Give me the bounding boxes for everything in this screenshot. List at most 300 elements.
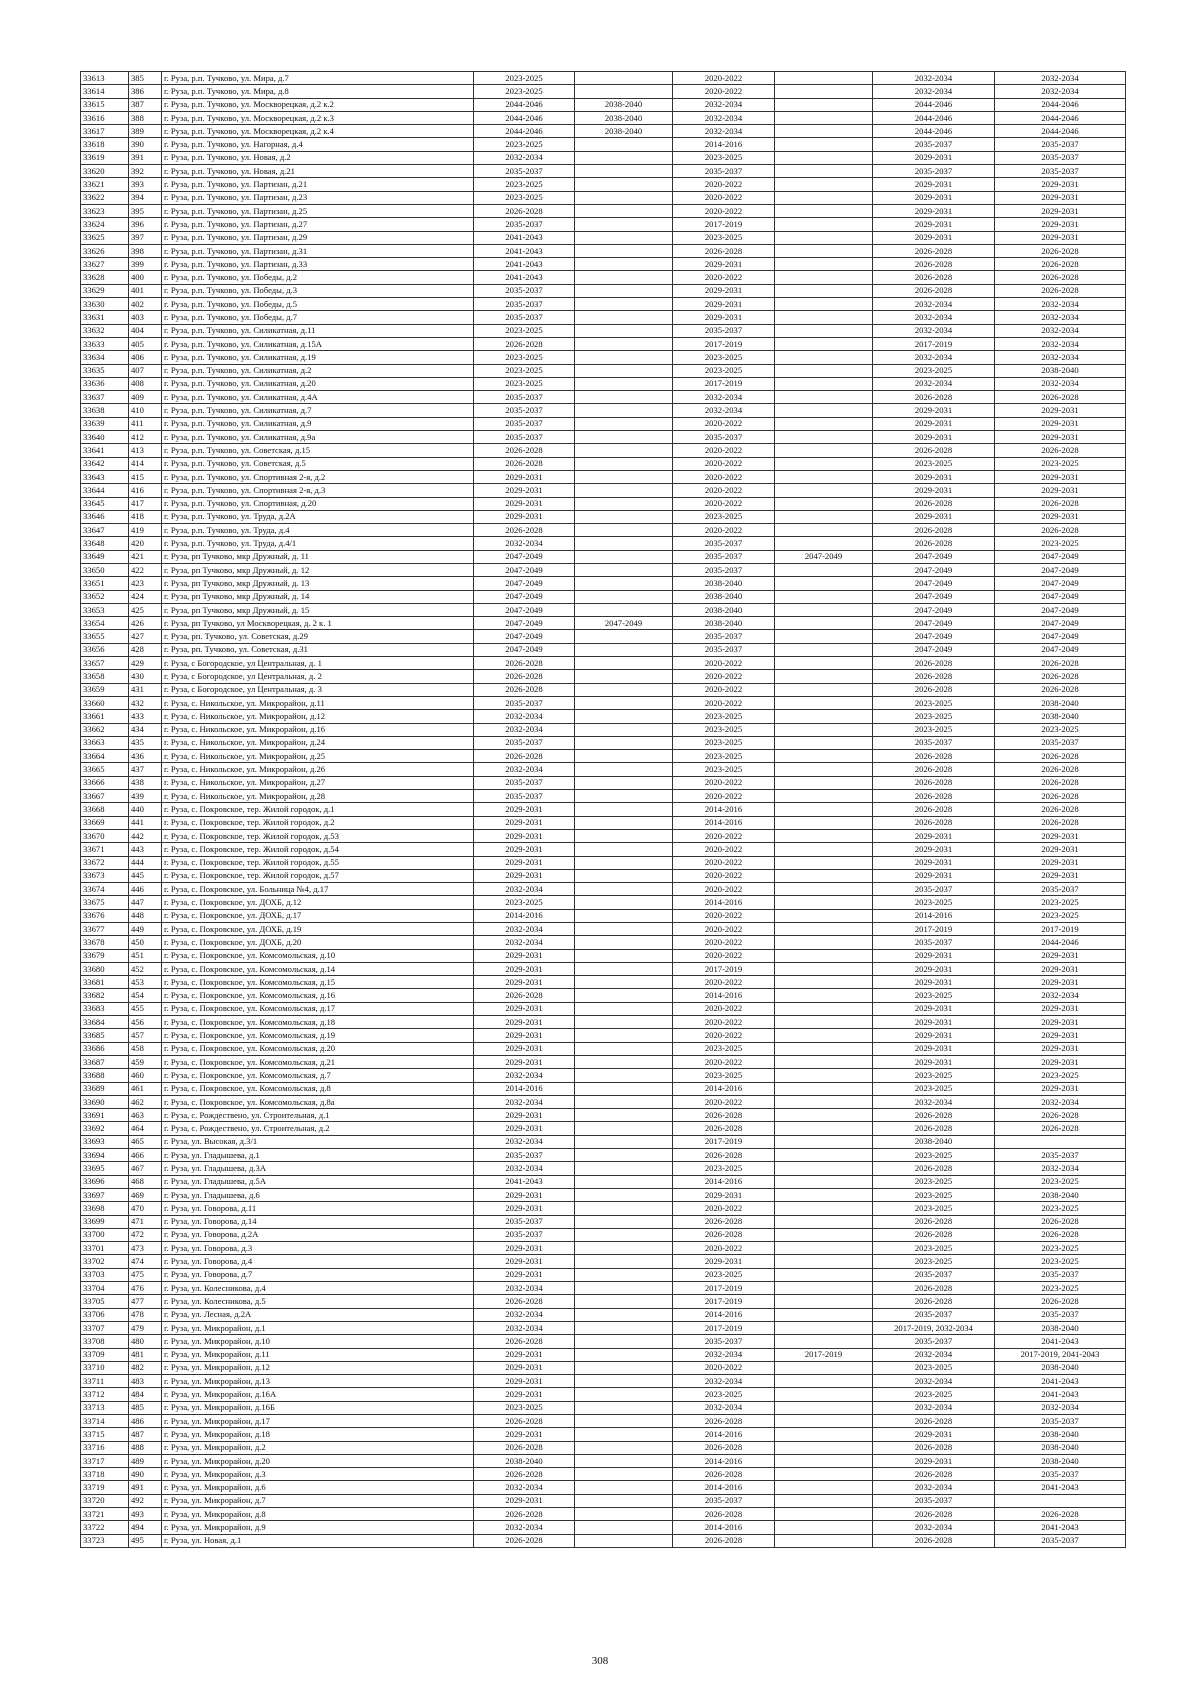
period-cell-3: 2023-2025 [673,351,775,364]
period-cell-6: 2026-2028 [995,391,1126,404]
table-row [81,776,1126,789]
period-cell-2 [575,776,673,789]
period-cell-6: 2035-2037 [995,1268,1126,1281]
table-row [81,1149,1126,1162]
row-number-cell: 409 [129,391,162,404]
period-cell-2 [575,258,673,271]
table-row [81,923,1126,936]
row-id-cell: 33658 [81,670,129,683]
period-cell-2 [575,497,673,510]
row-id-cell: 33642 [81,457,129,470]
period-cell-2: 2038-2040 [575,111,673,124]
row-id-cell: 33670 [81,829,129,842]
period-cell-5: 2029-2031 [873,404,995,417]
address-cell: г. Руза, рп Тучково, мкр Дружный, д. 15 [162,603,474,616]
table-row [81,763,1126,776]
period-cell-3: 2035-2037 [673,324,775,337]
period-cell-6: 2026-2028 [995,657,1126,670]
period-cell-1: 2047-2049 [474,563,575,576]
table-row [81,869,1126,882]
period-cell-1: 2029-2031 [474,1428,575,1441]
period-cell-1: 2026-2028 [474,1335,575,1348]
table-row [81,630,1126,643]
period-cell-6: 2044-2046 [995,98,1126,111]
period-cell-6: 2023-2025 [995,457,1126,470]
period-cell-5: 2023-2025 [873,1202,995,1215]
period-cell-6: 2026-2028 [995,524,1126,537]
period-cell-1: 2032-2034 [474,151,575,164]
address-cell: г. Руза, р.п. Тучково, ул. Победы, д.7 [162,311,474,324]
period-cell-5: 2029-2031 [873,976,995,989]
period-cell-5: 2044-2046 [873,98,995,111]
period-cell-1: 2029-2031 [474,1042,575,1055]
period-cell-4 [775,936,873,949]
row-number-cell: 476 [129,1282,162,1295]
address-cell: г. Руза, с. Никольское, ул. Микрорайон, д.28 [162,790,474,803]
row-id-cell: 33683 [81,1002,129,1015]
period-cell-4 [775,1282,873,1295]
table-row [81,1095,1126,1108]
period-cell-2 [575,1042,673,1055]
period-cell-1: 2029-2031 [474,829,575,842]
row-number-cell: 424 [129,590,162,603]
row-number-cell: 395 [129,204,162,217]
table-row [81,1454,1126,1467]
period-cell-4 [775,1335,873,1348]
row-number-cell: 457 [129,1029,162,1042]
table-row [81,1361,1126,1374]
period-cell-5: 2029-2031 [873,843,995,856]
row-id-cell: 33628 [81,271,129,284]
period-cell-3: 2026-2028 [673,1441,775,1454]
period-cell-3: 2014-2016 [673,1308,775,1321]
address-cell: г. Руза, ул. Говорова, д.11 [162,1202,474,1215]
address-cell: г. Руза, с. Покровское, ул. ДОХБ, д.19 [162,923,474,936]
address-cell: г. Руза, р.п. Тучково, ул. Москворецкая, д.2 к.3 [162,111,474,124]
row-number-cell: 455 [129,1002,162,1015]
period-cell-1: 2035-2037 [474,736,575,749]
period-cell-6: 2029-2031 [995,431,1126,444]
period-cell-5: 2026-2028 [873,1414,995,1427]
period-cell-6: 2026-2028 [995,683,1126,696]
period-cell-4: 2017-2019 [775,1348,873,1361]
period-cell-2 [575,271,673,284]
period-cell-2 [575,643,673,656]
period-cell-2 [575,404,673,417]
address-cell: г. Руза, с. Никольское, ул. Микрорайон, д.24 [162,736,474,749]
period-cell-2 [575,72,673,85]
table-row [81,989,1126,1002]
row-id-cell: 33682 [81,989,129,1002]
row-id-cell: 33674 [81,883,129,896]
period-cell-3: 2020-2022 [673,1055,775,1068]
period-cell-2 [575,1494,673,1507]
address-cell: г. Руза, ул. Микрорайон, д.12 [162,1361,474,1374]
period-cell-4 [775,85,873,98]
period-cell-6: 2041-2043 [995,1481,1126,1494]
address-cell: г. Руза, ул. Микрорайон, д.3 [162,1468,474,1481]
table-row [81,976,1126,989]
table-row [81,590,1126,603]
table-row [81,351,1126,364]
period-cell-4 [775,869,873,882]
period-cell-6: 2032-2034 [995,337,1126,350]
address-cell: г. Руза, р.п. Тучково, ул. Москворецкая, д.2 к.2 [162,98,474,111]
period-cell-3: 2026-2028 [673,1534,775,1547]
period-cell-4 [775,989,873,1002]
period-cell-4 [775,1109,873,1122]
period-cell-5: 2032-2034 [873,1521,995,1534]
period-cell-2 [575,590,673,603]
period-cell-5: 2026-2028 [873,657,995,670]
row-number-cell: 386 [129,85,162,98]
row-id-cell: 33716 [81,1441,129,1454]
period-cell-1: 2032-2034 [474,1135,575,1148]
table-row [81,696,1126,709]
row-id-cell: 33644 [81,484,129,497]
period-cell-1: 2041-2043 [474,271,575,284]
address-cell: г. Руза, с. Покровское, ул. Комсомольская, д.18 [162,1016,474,1029]
period-cell-4 [775,896,873,909]
period-cell-5: 2029-2031 [873,470,995,483]
page-number: 308 [591,1655,609,1667]
period-cell-3: 2020-2022 [673,1361,775,1374]
table-row [81,470,1126,483]
row-number-cell: 483 [129,1375,162,1388]
period-cell-1: 2035-2037 [474,431,575,444]
period-cell-1: 2035-2037 [474,404,575,417]
period-cell-5: 2044-2046 [873,125,995,138]
period-cell-6: 2047-2049 [995,550,1126,563]
row-id-cell: 33662 [81,723,129,736]
period-cell-5: 2035-2037 [873,165,995,178]
period-cell-3: 2020-2022 [673,790,775,803]
period-cell-1: 2014-2016 [474,909,575,922]
period-cell-4 [775,244,873,257]
table-row [81,1321,1126,1334]
period-cell-2 [575,1401,673,1414]
table-row [81,1082,1126,1095]
row-number-cell: 442 [129,829,162,842]
period-cell-2 [575,1508,673,1521]
period-cell-2 [575,178,673,191]
period-cell-5: 2026-2028 [873,1109,995,1122]
row-number-cell: 385 [129,72,162,85]
period-cell-2 [575,1122,673,1135]
period-cell-2 [575,1414,673,1427]
period-cell-3: 2020-2022 [673,683,775,696]
period-cell-5: 2035-2037 [873,1494,995,1507]
period-cell-2 [575,630,673,643]
address-cell: г. Руза, ул. Микрорайон, д.6 [162,1481,474,1494]
period-cell-5: 2035-2037 [873,1268,995,1281]
period-cell-2 [575,1361,673,1374]
row-id-cell: 33694 [81,1149,129,1162]
row-id-cell: 33719 [81,1481,129,1494]
period-cell-6: 2038-2040 [995,1188,1126,1201]
table-row [81,603,1126,616]
row-number-cell: 459 [129,1055,162,1068]
row-number-cell: 444 [129,856,162,869]
period-cell-6: 2029-2031 [995,218,1126,231]
period-cell-6: 2032-2034 [995,298,1126,311]
period-cell-3: 2014-2016 [673,1428,775,1441]
period-cell-4 [775,537,873,550]
table-row [81,657,1126,670]
row-number-cell: 450 [129,936,162,949]
period-cell-3: 2020-2022 [673,1242,775,1255]
period-cell-5: 2047-2049 [873,643,995,656]
row-number-cell: 471 [129,1215,162,1228]
period-cell-5: 2029-2031 [873,1002,995,1015]
row-number-cell: 443 [129,843,162,856]
period-cell-6: 2035-2037 [995,1534,1126,1547]
period-cell-4 [775,683,873,696]
period-cell-3: 2023-2025 [673,1388,775,1401]
row-id-cell: 33688 [81,1069,129,1082]
period-cell-2 [575,657,673,670]
period-cell-1: 2032-2034 [474,1282,575,1295]
period-cell-2 [575,1454,673,1467]
row-id-cell: 33639 [81,417,129,430]
period-cell-4 [775,165,873,178]
row-id-cell: 33714 [81,1414,129,1427]
period-cell-1: 2029-2031 [474,869,575,882]
period-cell-4 [775,258,873,271]
period-cell-5: 2029-2031 [873,1029,995,1042]
period-cell-1: 2044-2046 [474,111,575,124]
period-cell-6: 2029-2031 [995,949,1126,962]
period-cell-3: 2020-2022 [673,1002,775,1015]
period-cell-4 [775,670,873,683]
address-cell: г. Руза, р.п. Тучково, ул. Силикатная, д.19 [162,351,474,364]
row-id-cell: 33691 [81,1109,129,1122]
row-number-cell: 469 [129,1188,162,1201]
table-row [81,284,1126,297]
period-cell-4 [775,710,873,723]
period-cell-1: 2029-2031 [474,1348,575,1361]
row-id-cell: 33701 [81,1242,129,1255]
row-number-cell: 451 [129,949,162,962]
address-cell: г. Руза, р.п. Тучково, ул. Нагорная, д.4 [162,138,474,151]
address-cell: г. Руза, ул. Микрорайон, д.17 [162,1414,474,1427]
row-id-cell: 33709 [81,1348,129,1361]
period-cell-6: 2047-2049 [995,643,1126,656]
period-cell-2 [575,683,673,696]
address-cell: г. Руза, р.п. Тучково, ул. Труда, д.4 [162,524,474,537]
period-cell-6: 2041-2043 [995,1335,1126,1348]
row-number-cell: 492 [129,1494,162,1507]
address-cell: г. Руза, с. Покровское, тер. Жилой городок, д.2 [162,816,474,829]
row-number-cell: 393 [129,178,162,191]
period-cell-3: 2020-2022 [673,936,775,949]
period-cell-2 [575,577,673,590]
period-cell-6: 2029-2031 [995,1002,1126,1015]
row-number-cell: 485 [129,1401,162,1414]
period-cell-4 [775,351,873,364]
table-row [81,258,1126,271]
period-cell-1: 2026-2028 [474,1508,575,1521]
period-cell-4 [775,1029,873,1042]
row-number-cell: 479 [129,1321,162,1334]
row-id-cell: 33677 [81,923,129,936]
row-id-cell: 33680 [81,962,129,975]
period-cell-6: 2029-2031 [995,1055,1126,1068]
row-number-cell: 447 [129,896,162,909]
row-number-cell: 438 [129,776,162,789]
table-row [81,1521,1126,1534]
table-row [81,723,1126,736]
period-cell-6: 2023-2025 [995,896,1126,909]
period-cell-6: 2026-2028 [995,790,1126,803]
period-cell-5: 2035-2037 [873,138,995,151]
period-cell-6: 2044-2046 [995,125,1126,138]
period-cell-5: 2026-2028 [873,1282,995,1295]
address-cell: г. Руза, с Богородское, ул Центральная, д. 1 [162,657,474,670]
table-row [81,165,1126,178]
period-cell-6: 2035-2037 [995,1308,1126,1321]
period-cell-2 [575,151,673,164]
period-cell-1: 2029-2031 [474,976,575,989]
period-cell-6: 2032-2034 [995,1095,1126,1108]
period-cell-3: 2020-2022 [673,923,775,936]
address-cell: г. Руза, с. Покровское, ул. Комсомольская, д.20 [162,1042,474,1055]
row-id-cell: 33641 [81,444,129,457]
row-id-cell: 33631 [81,311,129,324]
period-cell-1: 2026-2028 [474,1414,575,1427]
row-number-cell: 401 [129,284,162,297]
period-cell-5: 2026-2028 [873,803,995,816]
address-cell: г. Руза, с. Никольское, ул. Микрорайон, д.25 [162,750,474,763]
period-cell-4 [775,1069,873,1082]
period-cell-6: 2026-2028 [995,1122,1126,1135]
period-cell-1: 2026-2028 [474,204,575,217]
period-cell-5: 2017-2019 [873,337,995,350]
period-cell-4 [775,1375,873,1388]
period-cell-4 [775,949,873,962]
row-id-cell: 33638 [81,404,129,417]
table-row [81,1016,1126,1029]
period-cell-1: 2023-2025 [474,351,575,364]
period-cell-4 [775,1468,873,1481]
period-cell-1: 2029-2031 [474,1122,575,1135]
period-cell-2 [575,1082,673,1095]
period-cell-5: 2023-2025 [873,1388,995,1401]
period-cell-6: 2017-2019 [995,923,1126,936]
period-cell-3: 2017-2019 [673,1321,775,1334]
period-cell-2 [575,1215,673,1228]
period-cell-3: 2032-2034 [673,111,775,124]
address-cell: г. Руза, р.п. Тучково, ул. Спортивная, д.20 [162,497,474,510]
row-id-cell: 33615 [81,98,129,111]
period-cell-2 [575,377,673,390]
period-cell-4 [775,1308,873,1321]
period-cell-3: 2035-2037 [673,1335,775,1348]
row-number-cell: 423 [129,577,162,590]
period-cell-5: 2032-2034 [873,72,995,85]
period-cell-3: 2020-2022 [673,72,775,85]
period-cell-4 [775,497,873,510]
period-cell-5: 2026-2028 [873,1162,995,1175]
period-cell-5: 2032-2034 [873,311,995,324]
period-cell-1: 2047-2049 [474,630,575,643]
period-cell-6: 2023-2025 [995,1282,1126,1295]
period-cell-3: 2014-2016 [673,816,775,829]
period-cell-3: 2032-2034 [673,1375,775,1388]
row-number-cell: 437 [129,763,162,776]
period-cell-5: 2029-2031 [873,869,995,882]
period-cell-6: 2029-2031 [995,1082,1126,1095]
period-cell-4 [775,364,873,377]
row-id-cell: 33652 [81,590,129,603]
period-cell-2 [575,1135,673,1148]
period-cell-1: 2029-2031 [474,1388,575,1401]
row-id-cell: 33707 [81,1321,129,1334]
period-cell-3: 2023-2025 [673,763,775,776]
address-cell: г. Руза, р.п. Тучково, ул. Партизан, д.23 [162,191,474,204]
table-row [81,311,1126,324]
period-cell-4 [775,431,873,444]
row-number-cell: 464 [129,1122,162,1135]
row-id-cell: 33721 [81,1508,129,1521]
period-cell-2 [575,138,673,151]
period-cell-1: 2029-2031 [474,962,575,975]
period-cell-6: 2023-2025 [995,1175,1126,1188]
address-cell: г. Руза, р.п. Тучково, ул. Мира, д.8 [162,85,474,98]
row-id-cell: 33715 [81,1428,129,1441]
row-id-cell: 33697 [81,1188,129,1201]
row-number-cell: 475 [129,1268,162,1281]
table-row [81,537,1126,550]
period-cell-4 [775,776,873,789]
period-cell-2 [575,298,673,311]
row-number-cell: 474 [129,1255,162,1268]
period-cell-2 [575,165,673,178]
period-cell-1: 2032-2034 [474,1321,575,1334]
period-cell-5: 2047-2049 [873,577,995,590]
row-id-cell: 33690 [81,1095,129,1108]
address-cell: г. Руза, ул. Микрорайон, д.8 [162,1508,474,1521]
table-row [81,484,1126,497]
table-row [81,271,1126,284]
period-cell-2 [575,1428,673,1441]
period-cell-1: 2035-2037 [474,696,575,709]
address-cell: г. Руза, ул. Микрорайон, д.1 [162,1321,474,1334]
address-cell: г. Руза, с. Покровское, ул. Комсомольская, д.17 [162,1002,474,1015]
period-cell-3: 2014-2016 [673,138,775,151]
period-cell-5: 2017-2019 [873,923,995,936]
table-row [81,1162,1126,1175]
address-cell: г. Руза, с. Покровское, ул. Комсомольская, д.10 [162,949,474,962]
period-cell-5: 2035-2037 [873,1335,995,1348]
row-id-cell: 33636 [81,377,129,390]
row-number-cell: 404 [129,324,162,337]
period-cell-3: 2032-2034 [673,1401,775,1414]
period-cell-6: 2041-2043 [995,1388,1126,1401]
row-id-cell: 33660 [81,696,129,709]
row-id-cell: 33675 [81,896,129,909]
period-cell-1: 2029-2031 [474,1188,575,1201]
row-number-cell: 430 [129,670,162,683]
period-cell-3: 2017-2019 [673,1135,775,1148]
period-cell-2 [575,1521,673,1534]
row-number-cell: 407 [129,364,162,377]
table-row [81,843,1126,856]
row-number-cell: 441 [129,816,162,829]
table-row [81,364,1126,377]
period-cell-1: 2035-2037 [474,417,575,430]
table-row [81,1428,1126,1441]
